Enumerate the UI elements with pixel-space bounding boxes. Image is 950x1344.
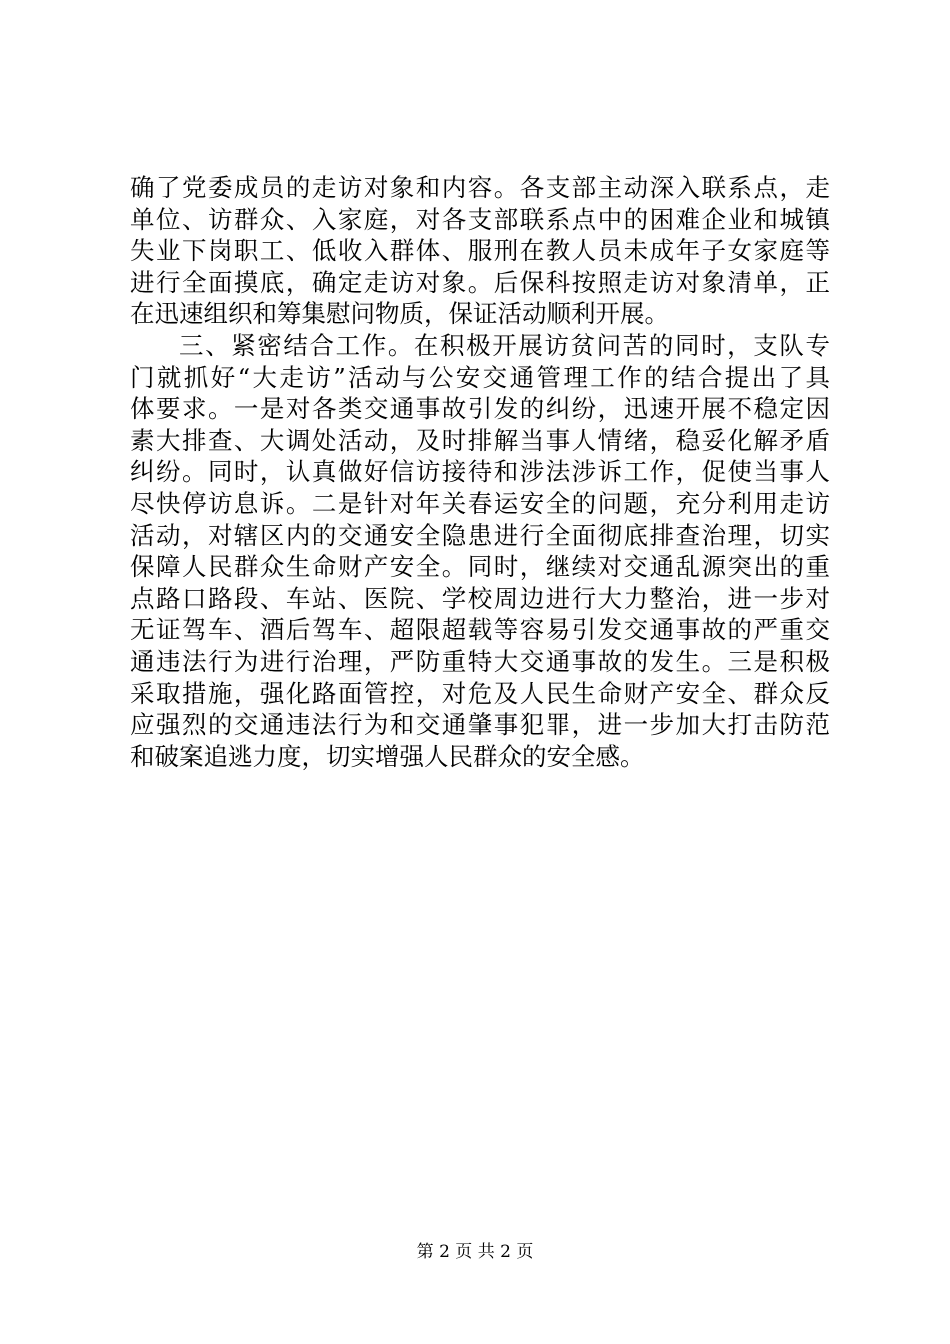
text-line: 通违法行为进行治理，严防重特大交通事故的发生。三是积极 bbox=[130, 646, 830, 676]
text-line: 在迅速组织和筹集慰问物质，保证活动顺利开展。 bbox=[130, 299, 669, 329]
text-line: 体要求。一是对各类交通事故引发的纠纷，迅速开展不稳定因 bbox=[130, 394, 830, 424]
text-line: 失业下岗职工、低收入群体、服刑在教人员未成年子女家庭等 bbox=[130, 236, 830, 266]
text-line: 三、紧密结合工作。在积极开展访贫问苦的同时，支队专 bbox=[179, 330, 830, 360]
text-line: 采取措施，强化路面管控，对危及人民生命财产安全、群众反 bbox=[130, 678, 830, 708]
paragraph-2 bbox=[130, 330, 830, 772]
text-line: 确了党委成员的走访对象和内容。各支部主动深入联系点，走 bbox=[130, 173, 830, 202]
text-line: 尽快停访息诉。二是针对年关春运安全的问题，充分利用走访 bbox=[130, 488, 830, 518]
text-line: 无证驾车、酒后驾车、超限超载等容易引发交通事故的严重交 bbox=[130, 615, 830, 645]
document-body bbox=[130, 172, 830, 772]
text-line: 保障人民群众生命财产安全。同时，继续对交通乱源突出的重 bbox=[130, 552, 830, 582]
text-line: 进行全面摸底，确定走访对象。后保科按照走访对象清单，正 bbox=[130, 267, 830, 297]
text-line: 单位、访群众、入家庭，对各支部联系点中的困难企业和城镇 bbox=[130, 204, 830, 234]
text-line: 素大排查、大调处活动，及时排解当事人情绪，稳妥化解矛盾 bbox=[130, 425, 830, 455]
text-line: 点路口路段、车站、医院、学校周边进行大力整治，进一步对 bbox=[130, 583, 830, 613]
page-number-footer: 第 2 页 共 2 页 bbox=[416, 1242, 534, 1262]
text-line: 活动，对辖区内的交通安全隐患进行全面彻底排查治理，切实 bbox=[130, 520, 830, 550]
paragraph-1 bbox=[130, 172, 830, 330]
text-line: 应强烈的交通违法行为和交通肇事犯罪，进一步加大打击防范 bbox=[130, 710, 830, 740]
text-line: 和破案追逃力度，切实增强人民群众的安全感。 bbox=[130, 741, 645, 771]
text-line: 门就抓好“大走访”活动与公安交通管理工作的结合提出了具 bbox=[130, 362, 830, 392]
text-line: 纠纷。同时，认真做好信访接待和涉法涉诉工作，促使当事人 bbox=[130, 457, 830, 487]
